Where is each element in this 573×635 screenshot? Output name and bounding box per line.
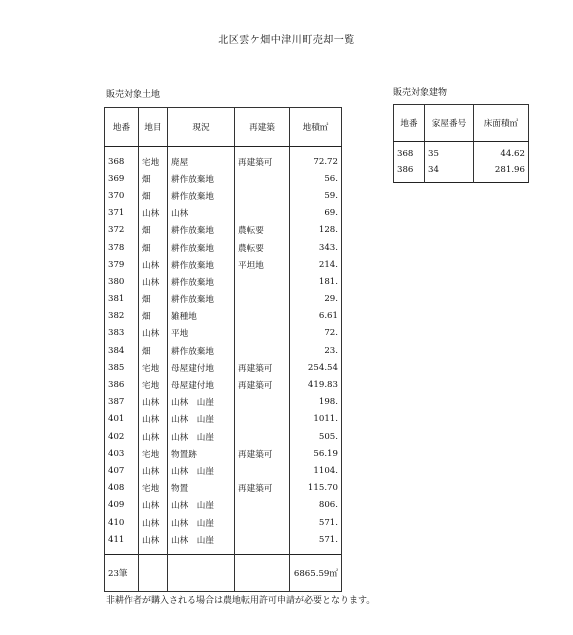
land-row [105, 239, 342, 256]
land-table [104, 107, 342, 592]
table-cell: 6.61 [290, 308, 342, 325]
table-cell: 畑 [139, 308, 168, 325]
table-cell: 214. [290, 256, 342, 273]
table-cell: 505. [290, 428, 342, 445]
table-cell: 368 [394, 142, 425, 163]
table-cell: 母屋建付地 [168, 359, 235, 376]
table-cell: 368 [105, 147, 139, 171]
building-header-row [394, 105, 529, 142]
table-cell: 山林 山崖 [168, 531, 235, 555]
table-cell: 419.83 [290, 376, 342, 393]
table-cell [235, 411, 290, 428]
land-table-body [105, 147, 342, 555]
table-cell: 山林 [139, 394, 168, 411]
land-row [105, 170, 342, 187]
header-current-status: 現況 [168, 108, 235, 147]
table-cell: 耕作放棄地 [168, 170, 235, 187]
table-cell: 571. [290, 514, 342, 531]
table-cell [235, 342, 290, 359]
table-cell: 再建築可 [235, 480, 290, 497]
table-cell: 畑 [139, 170, 168, 187]
table-cell: 雑種地 [168, 308, 235, 325]
land-row [105, 411, 342, 428]
header-land-category: 地目 [139, 108, 168, 147]
table-cell: 408 [105, 480, 139, 497]
land-row [105, 205, 342, 222]
table-cell: 181. [290, 273, 342, 290]
table-cell: 山林 [139, 497, 168, 514]
header-floor-area: 床面積㎡ [474, 105, 529, 142]
table-cell: 耕作放棄地 [168, 256, 235, 273]
land-caption: 販売対象土地 [106, 90, 161, 100]
header-lot-number: 地番 [394, 105, 425, 142]
land-row [105, 147, 342, 171]
table-cell: 128. [290, 222, 342, 239]
land-row [105, 514, 342, 531]
land-row [105, 497, 342, 514]
table-cell: 411 [105, 531, 139, 555]
table-cell: 387 [105, 394, 139, 411]
table-cell: 畑 [139, 187, 168, 204]
land-row [105, 462, 342, 479]
table-cell: 35 [425, 142, 474, 163]
table-cell: 山林 山崖 [168, 411, 235, 428]
header-area: 地積㎡ [290, 108, 342, 147]
table-cell: 370 [105, 187, 139, 204]
land-total-row [105, 555, 342, 592]
table-cell [235, 325, 290, 342]
table-cell: 山林 [139, 273, 168, 290]
table-cell [235, 291, 290, 308]
table-cell [235, 428, 290, 445]
land-row [105, 308, 342, 325]
total-empty-3 [235, 555, 290, 592]
table-cell [235, 187, 290, 204]
table-cell: 72. [290, 325, 342, 342]
table-cell: 401 [105, 411, 139, 428]
total-empty-1 [139, 555, 168, 592]
land-row [105, 325, 342, 342]
table-cell: 23. [290, 342, 342, 359]
land-row [105, 376, 342, 393]
table-cell [235, 394, 290, 411]
table-cell: 山林 山崖 [168, 394, 235, 411]
table-cell: 72.72 [290, 147, 342, 171]
purchase-note: 非耕作者が購入される場合は農地転用許可申請が必要となります。 [106, 596, 376, 606]
table-cell: 1104. [290, 462, 342, 479]
table-cell: 平坦地 [235, 256, 290, 273]
table-cell: 耕作放棄地 [168, 342, 235, 359]
table-cell: 34 [425, 162, 474, 183]
land-header-row [105, 108, 342, 147]
table-cell: 383 [105, 325, 139, 342]
land-row [105, 342, 342, 359]
table-cell: 山林 山崖 [168, 462, 235, 479]
table-cell: 1011. [290, 411, 342, 428]
table-cell [235, 205, 290, 222]
table-cell: 農転要 [235, 222, 290, 239]
land-row [105, 273, 342, 290]
table-cell: 山林 [168, 205, 235, 222]
table-cell: 403 [105, 445, 139, 462]
table-cell: 畑 [139, 342, 168, 359]
table-cell: 369 [105, 170, 139, 187]
table-cell: 115.70 [290, 480, 342, 497]
table-cell: 宅地 [139, 376, 168, 393]
table-cell: 耕作放棄地 [168, 239, 235, 256]
table-cell: 386 [394, 162, 425, 183]
building-table-body [394, 142, 529, 183]
table-cell: 耕作放棄地 [168, 273, 235, 290]
table-cell: 耕作放棄地 [168, 222, 235, 239]
table-cell: 198. [290, 394, 342, 411]
total-area: 6865.59㎡ [290, 555, 342, 592]
table-cell: 56.19 [290, 445, 342, 462]
table-cell: 山林 山崖 [168, 514, 235, 531]
table-cell: 384 [105, 342, 139, 359]
table-cell: 379 [105, 256, 139, 273]
table-cell: 29. [290, 291, 342, 308]
table-cell: 宅地 [139, 445, 168, 462]
table-cell: 380 [105, 273, 139, 290]
table-cell: 410 [105, 514, 139, 531]
land-row [105, 187, 342, 204]
table-cell: 廃屋 [168, 147, 235, 171]
table-cell: 畑 [139, 291, 168, 308]
table-cell: 再建築可 [235, 376, 290, 393]
table-cell: 平地 [168, 325, 235, 342]
table-cell: 343. [290, 239, 342, 256]
table-cell: 59. [290, 187, 342, 204]
table-cell: 母屋建付地 [168, 376, 235, 393]
table-cell: 再建築可 [235, 445, 290, 462]
table-cell [235, 531, 290, 555]
table-cell: 耕作放棄地 [168, 291, 235, 308]
building-table [393, 104, 529, 183]
land-row [105, 531, 342, 555]
table-cell [235, 170, 290, 187]
table-cell: 宅地 [139, 147, 168, 171]
table-cell: 382 [105, 308, 139, 325]
table-cell [235, 308, 290, 325]
land-row [105, 480, 342, 497]
header-house-number: 家屋番号 [425, 105, 474, 142]
page-title: 北区雲ケ畑中津川町売却一覧 [218, 35, 355, 46]
table-cell: 69. [290, 205, 342, 222]
table-cell [235, 273, 290, 290]
table-cell: 山林 [139, 462, 168, 479]
table-cell: 409 [105, 497, 139, 514]
building-row [394, 162, 529, 183]
table-cell: 山林 山崖 [168, 497, 235, 514]
table-cell: 山林 [139, 205, 168, 222]
table-cell: 402 [105, 428, 139, 445]
table-cell: 山林 [139, 514, 168, 531]
land-row [105, 256, 342, 273]
table-cell [235, 497, 290, 514]
table-cell: 山林 [139, 325, 168, 342]
table-cell: 山林 [139, 411, 168, 428]
header-lot-number: 地番 [105, 108, 139, 147]
land-row [105, 222, 342, 239]
table-cell: 農転要 [235, 239, 290, 256]
table-cell: 畑 [139, 222, 168, 239]
table-cell: 山林 [139, 428, 168, 445]
table-cell: 物置跡 [168, 445, 235, 462]
table-cell: 再建築可 [235, 147, 290, 171]
table-cell: 385 [105, 359, 139, 376]
land-row [105, 445, 342, 462]
table-cell: 44.62 [474, 142, 529, 163]
table-cell: 再建築可 [235, 359, 290, 376]
table-cell: 宅地 [139, 480, 168, 497]
table-cell: 耕作放棄地 [168, 187, 235, 204]
table-cell: 381 [105, 291, 139, 308]
total-count: 23筆 [105, 555, 139, 592]
land-row [105, 428, 342, 445]
land-row [105, 291, 342, 308]
table-cell [235, 462, 290, 479]
table-cell: 畑 [139, 239, 168, 256]
table-cell [235, 514, 290, 531]
table-cell: 281.96 [474, 162, 529, 183]
header-rebuild: 再建築 [235, 108, 290, 147]
table-cell: 宅地 [139, 359, 168, 376]
total-empty-2 [168, 555, 235, 592]
table-cell: 山林 [139, 256, 168, 273]
table-cell: 56. [290, 170, 342, 187]
building-row [394, 142, 529, 163]
table-cell: 物置 [168, 480, 235, 497]
table-cell: 407 [105, 462, 139, 479]
table-cell: 571. [290, 531, 342, 555]
land-row [105, 359, 342, 376]
land-row [105, 394, 342, 411]
table-cell: 806. [290, 497, 342, 514]
table-cell: 山林 山崖 [168, 428, 235, 445]
building-caption: 販売対象建物 [393, 88, 448, 98]
table-cell: 386 [105, 376, 139, 393]
table-cell: 372 [105, 222, 139, 239]
table-cell: 371 [105, 205, 139, 222]
table-cell: 山林 [139, 531, 168, 555]
table-cell: 378 [105, 239, 139, 256]
table-cell: 254.54 [290, 359, 342, 376]
